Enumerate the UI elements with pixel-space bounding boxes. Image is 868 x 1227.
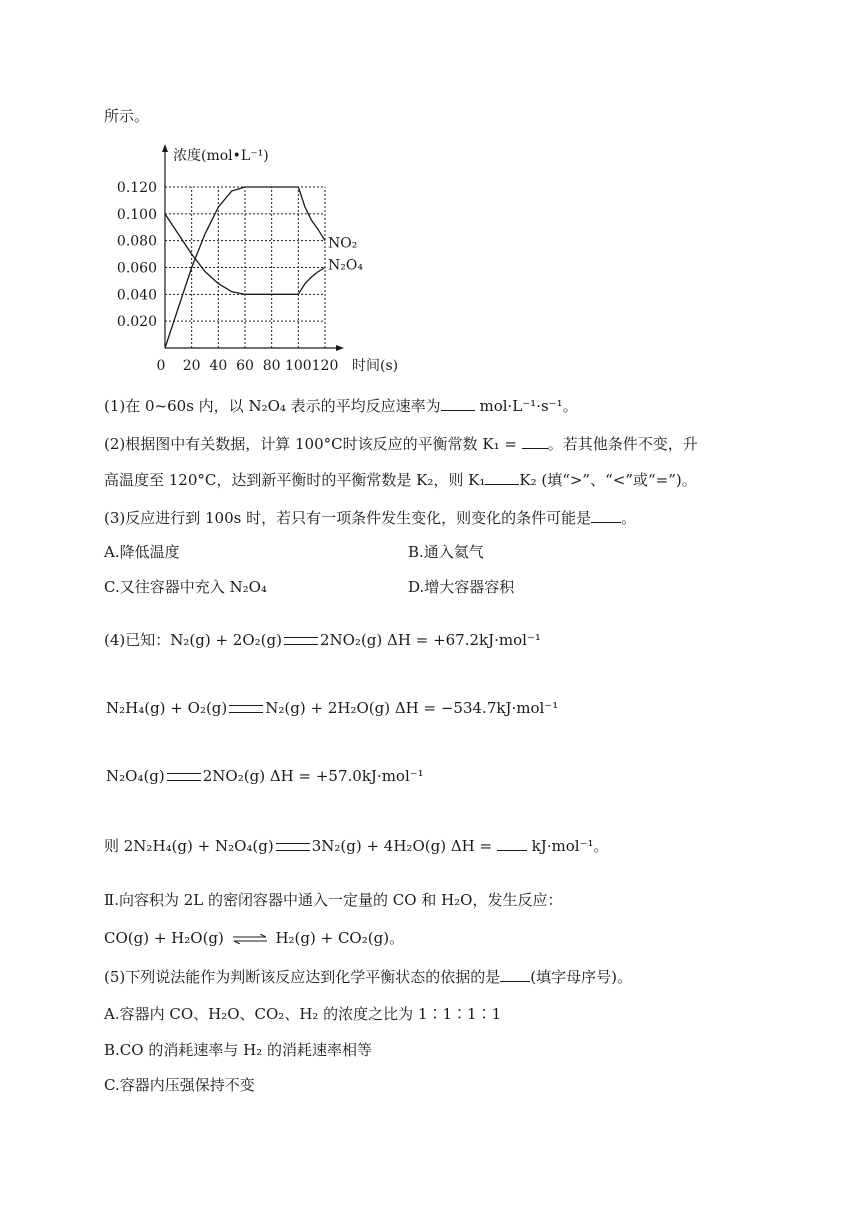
q5-option-c: C.容器内压强保持不变 (104, 1076, 255, 1094)
x-tick-label: 80 (262, 358, 281, 374)
y-axis-label: 浓度(mol•L⁻¹) (173, 148, 269, 164)
series-label-n2o4: N₂O₄ (328, 257, 363, 274)
answer-blank-2b[interactable] (485, 470, 519, 485)
equals-sign-icon (276, 843, 310, 851)
x-axis-arrow-icon (336, 345, 344, 351)
x-axis-label: 时间(s) (352, 358, 399, 374)
q3-option-d: D.增大容器容积 (408, 578, 515, 596)
q4-equation-2: N₂H₄(g) + O₂(g) N₂(g) + 2H₂O(g) ΔH = −534.7kJ·mol⁻¹ (106, 699, 559, 717)
intro-tail: 所示。 (104, 107, 150, 125)
x-tick-label: 60 (236, 358, 254, 374)
answer-blank-5[interactable] (500, 967, 530, 982)
chart-axes (162, 144, 344, 351)
y-axis-arrow-icon (162, 144, 168, 152)
q4-equation-3: N₂O₄(g) 2NO₂(g) ΔH = +57.0kJ·mol⁻¹ (106, 767, 424, 785)
q5-option-a: A.容器内 CO、H₂O、CO₂、H₂ 的浓度之比为 1∶1∶1∶1 (104, 1005, 502, 1023)
x-tick-label: 120 (311, 358, 339, 374)
y-tick-label: 0.080 (116, 233, 157, 250)
q4-equation-1: (4)已知：N₂(g) + 2O₂(g) 2NO₂(g) ΔH = +67.2kJ·mol⁻¹ (104, 631, 541, 649)
equals-sign-icon (284, 637, 318, 645)
y-tick-label: 0.020 (116, 314, 157, 331)
answer-blank-2a[interactable] (522, 434, 548, 449)
equals-sign-icon (167, 773, 201, 781)
q5-option-b: B.CO 的消耗速率与 H₂ 的消耗速率相等 (104, 1041, 372, 1059)
series-label-no2: NO₂ (328, 235, 358, 252)
x-tick-label: 100 (284, 358, 312, 374)
q3-option-b: B.通入氦气 (408, 543, 484, 561)
question-2-line1: (2)根据图中有关数据，计算 100°C时该反应的平衡常数 K₁ = 。若其他条件不变，升 (104, 435, 698, 453)
answer-blank-3[interactable] (591, 508, 621, 523)
y-tick-label: 0.040 (116, 287, 157, 304)
q3-option-a: A.降低温度 (104, 543, 180, 561)
question-1: (1)在 0~60s 内，以 N₂O₄ 表示的平均反应速率为 mol·L⁻¹·s⁻¹。 (104, 397, 578, 415)
chart-grid (165, 187, 325, 348)
answer-blank-1[interactable] (441, 396, 475, 411)
q4-equation-4: 则 2N₂H₄(g) + N₂O₄(g) 3N₂(g) + 4H₂O(g) ΔH = kJ·mol⁻¹。 (104, 837, 609, 855)
question-3: (3)反应进行到 100s 时，若只有一项条件发生变化，则变化的条件可能是 。 (104, 509, 637, 527)
q3-option-c: C.又往容器中充入 N₂O₄ (104, 578, 267, 596)
chart-labels (173, 147, 398, 374)
part-2-equation: CO(g) + H₂O(g) H₂(g) + CO₂(g)。 (104, 929, 405, 947)
question-2-line2: 高温度至 120°C，达到新平衡时的平衡常数是 K₂，则 K₁ K₂ (填“>”、“<”或“=”)。 (104, 471, 697, 489)
part-2-intro: Ⅱ.向容积为 2L 的密闭容器中通入一定量的 CO 和 H₂O，发生反应： (104, 891, 563, 909)
x-tick-label: 20 (182, 358, 201, 374)
equals-sign-icon (229, 705, 263, 713)
concentration-time-chart (100, 140, 420, 380)
reversible-arrow-icon (232, 934, 268, 944)
x-tick-label: 0 (156, 358, 166, 374)
y-tick-label: 0.060 (116, 260, 157, 277)
y-tick-label: 0.100 (116, 206, 157, 223)
x-tick-label: 40 (209, 358, 228, 374)
chart-ticks (117, 180, 338, 374)
y-tick-label: 0.120 (116, 180, 157, 196)
answer-blank-4[interactable] (497, 836, 527, 851)
question-5: (5)下列说法能作为判断该反应达到化学平衡状态的依据的是 (填字母序号)。 (104, 968, 632, 986)
